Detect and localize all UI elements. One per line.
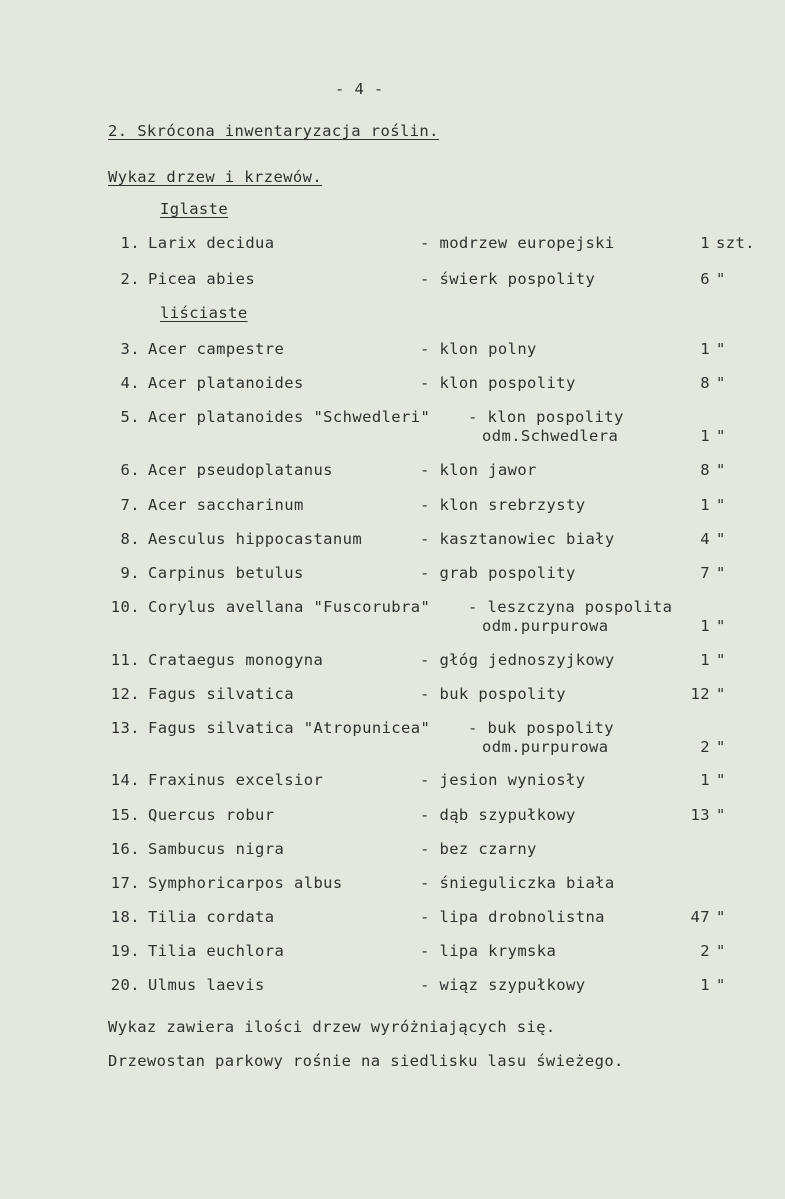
polish-name: - leszczyna pospolita [468, 598, 673, 616]
polish-name-variety: odm.purpurowa [482, 738, 609, 756]
unit: " [716, 976, 726, 994]
latin-name: Tilia cordata [148, 908, 275, 926]
latin-name: Crataegus monogyna [148, 651, 324, 669]
unit: " [716, 564, 726, 582]
quantity: 47 [690, 908, 710, 926]
quantity: 1 [700, 496, 710, 514]
latin-name: Acer platanoides [148, 374, 304, 392]
quantity: 1 [700, 617, 710, 635]
unit: " [716, 806, 726, 824]
polish-name: - bez czarny [420, 840, 537, 858]
unit: " [716, 427, 726, 445]
unit: " [716, 461, 726, 479]
unit: " [716, 738, 726, 756]
item-number: 11. [110, 651, 140, 669]
item-number: 17. [110, 874, 140, 892]
item-number: 6. [120, 461, 140, 479]
item-number: 19. [110, 942, 140, 960]
footer-note: Drzewostan parkowy rośnie na siedlisku lasu świeżego. [108, 1052, 624, 1070]
item-number: 15. [110, 806, 140, 824]
item-number: 12. [110, 685, 140, 703]
unit: " [716, 908, 726, 926]
latin-name: Ulmus laevis [148, 976, 265, 994]
unit: " [716, 340, 726, 358]
latin-name: Aesculus hippocastanum [148, 530, 363, 548]
quantity: 1 [700, 976, 710, 994]
item-number: 8. [120, 530, 140, 548]
quantity: 1 [700, 427, 710, 445]
section-heading: 2. Skrócona inwentaryzacja roślin. [108, 122, 439, 140]
item-number: 16. [110, 840, 140, 858]
item-number: 4. [120, 374, 140, 392]
quantity: 4 [700, 530, 710, 548]
quantity: 1 [700, 771, 710, 789]
polish-name: - wiąz szypułkowy [420, 976, 586, 994]
unit: " [716, 771, 726, 789]
latin-name: Carpinus betulus [148, 564, 304, 582]
item-number: 7. [120, 496, 140, 514]
group-heading-deciduous: liściaste [160, 304, 248, 322]
polish-name: - śnieguliczka biała [420, 874, 615, 892]
footer-note: Wykaz zawiera ilości drzew wyróżniających się. [108, 1018, 556, 1036]
quantity: 1 [700, 234, 710, 252]
quantity: 2 [700, 738, 710, 756]
polish-name: - grab pospolity [420, 564, 576, 582]
latin-name: Acer pseudoplatanus [148, 461, 333, 479]
item-number: 5. [120, 408, 140, 426]
page-number: - 4 - [335, 80, 384, 98]
quantity: 8 [700, 461, 710, 479]
group-heading-coniferous: Iglaste [160, 200, 229, 218]
quantity: 1 [700, 340, 710, 358]
latin-name: Picea abies [148, 270, 256, 288]
unit: " [716, 530, 726, 548]
polish-name: - klon pospolity [420, 374, 576, 392]
item-number: 9. [120, 564, 140, 582]
polish-name: - dąb szypułkowy [420, 806, 576, 824]
unit: szt. [716, 234, 755, 252]
latin-name: Quercus robur [148, 806, 275, 824]
list-title: Wykaz drzew i krzewów. [108, 168, 323, 186]
latin-name: Corylus avellana "Fuscorubra" [148, 598, 431, 616]
polish-name-variety: odm.Schwedlera [482, 427, 619, 445]
item-number: 20. [110, 976, 140, 994]
item-number: 14. [110, 771, 140, 789]
latin-name: Fraxinus excelsior [148, 771, 324, 789]
latin-name: Fagus silvatica "Atropunicea" [148, 719, 431, 737]
quantity: 6 [700, 270, 710, 288]
unit: " [716, 496, 726, 514]
latin-name: Acer campestre [148, 340, 285, 358]
quantity: 12 [690, 685, 710, 703]
polish-name: - klon pospolity [468, 408, 624, 426]
polish-name: - modrzew europejski [420, 234, 615, 252]
polish-name: - klon jawor [420, 461, 537, 479]
polish-name: - głóg jednoszyjkowy [420, 651, 615, 669]
polish-name: - klon srebrzysty [420, 496, 586, 514]
unit: " [716, 651, 726, 669]
item-number: 1. [120, 234, 140, 252]
item-number: 10. [110, 598, 140, 616]
polish-name: - buk pospolity [420, 685, 566, 703]
quantity: 13 [690, 806, 710, 824]
unit: " [716, 617, 726, 635]
quantity: 2 [700, 942, 710, 960]
item-number: 13. [110, 719, 140, 737]
polish-name: - świerk pospolity [420, 270, 596, 288]
quantity: 1 [700, 651, 710, 669]
unit: " [716, 270, 726, 288]
latin-name: Fagus silvatica [148, 685, 294, 703]
unit: " [716, 942, 726, 960]
polish-name: - lipa krymska [420, 942, 557, 960]
latin-name: Symphoricarpos albus [148, 874, 343, 892]
latin-name: Acer saccharinum [148, 496, 304, 514]
latin-name: Sambucus nigra [148, 840, 285, 858]
polish-name: - lipa drobnolistna [420, 908, 605, 926]
polish-name: - jesion wyniosły [420, 771, 586, 789]
latin-name: Acer platanoides "Schwedleri" [148, 408, 431, 426]
quantity: 7 [700, 564, 710, 582]
unit: " [716, 685, 726, 703]
latin-name: Larix decidua [148, 234, 275, 252]
polish-name: - buk pospolity [468, 719, 614, 737]
polish-name: - kasztanowiec biały [420, 530, 615, 548]
quantity: 8 [700, 374, 710, 392]
polish-name: - klon polny [420, 340, 537, 358]
item-number: 18. [110, 908, 140, 926]
unit: " [716, 374, 726, 392]
item-number: 2. [120, 270, 140, 288]
polish-name-variety: odm.purpurowa [482, 617, 609, 635]
latin-name: Tilia euchlora [148, 942, 285, 960]
item-number: 3. [120, 340, 140, 358]
